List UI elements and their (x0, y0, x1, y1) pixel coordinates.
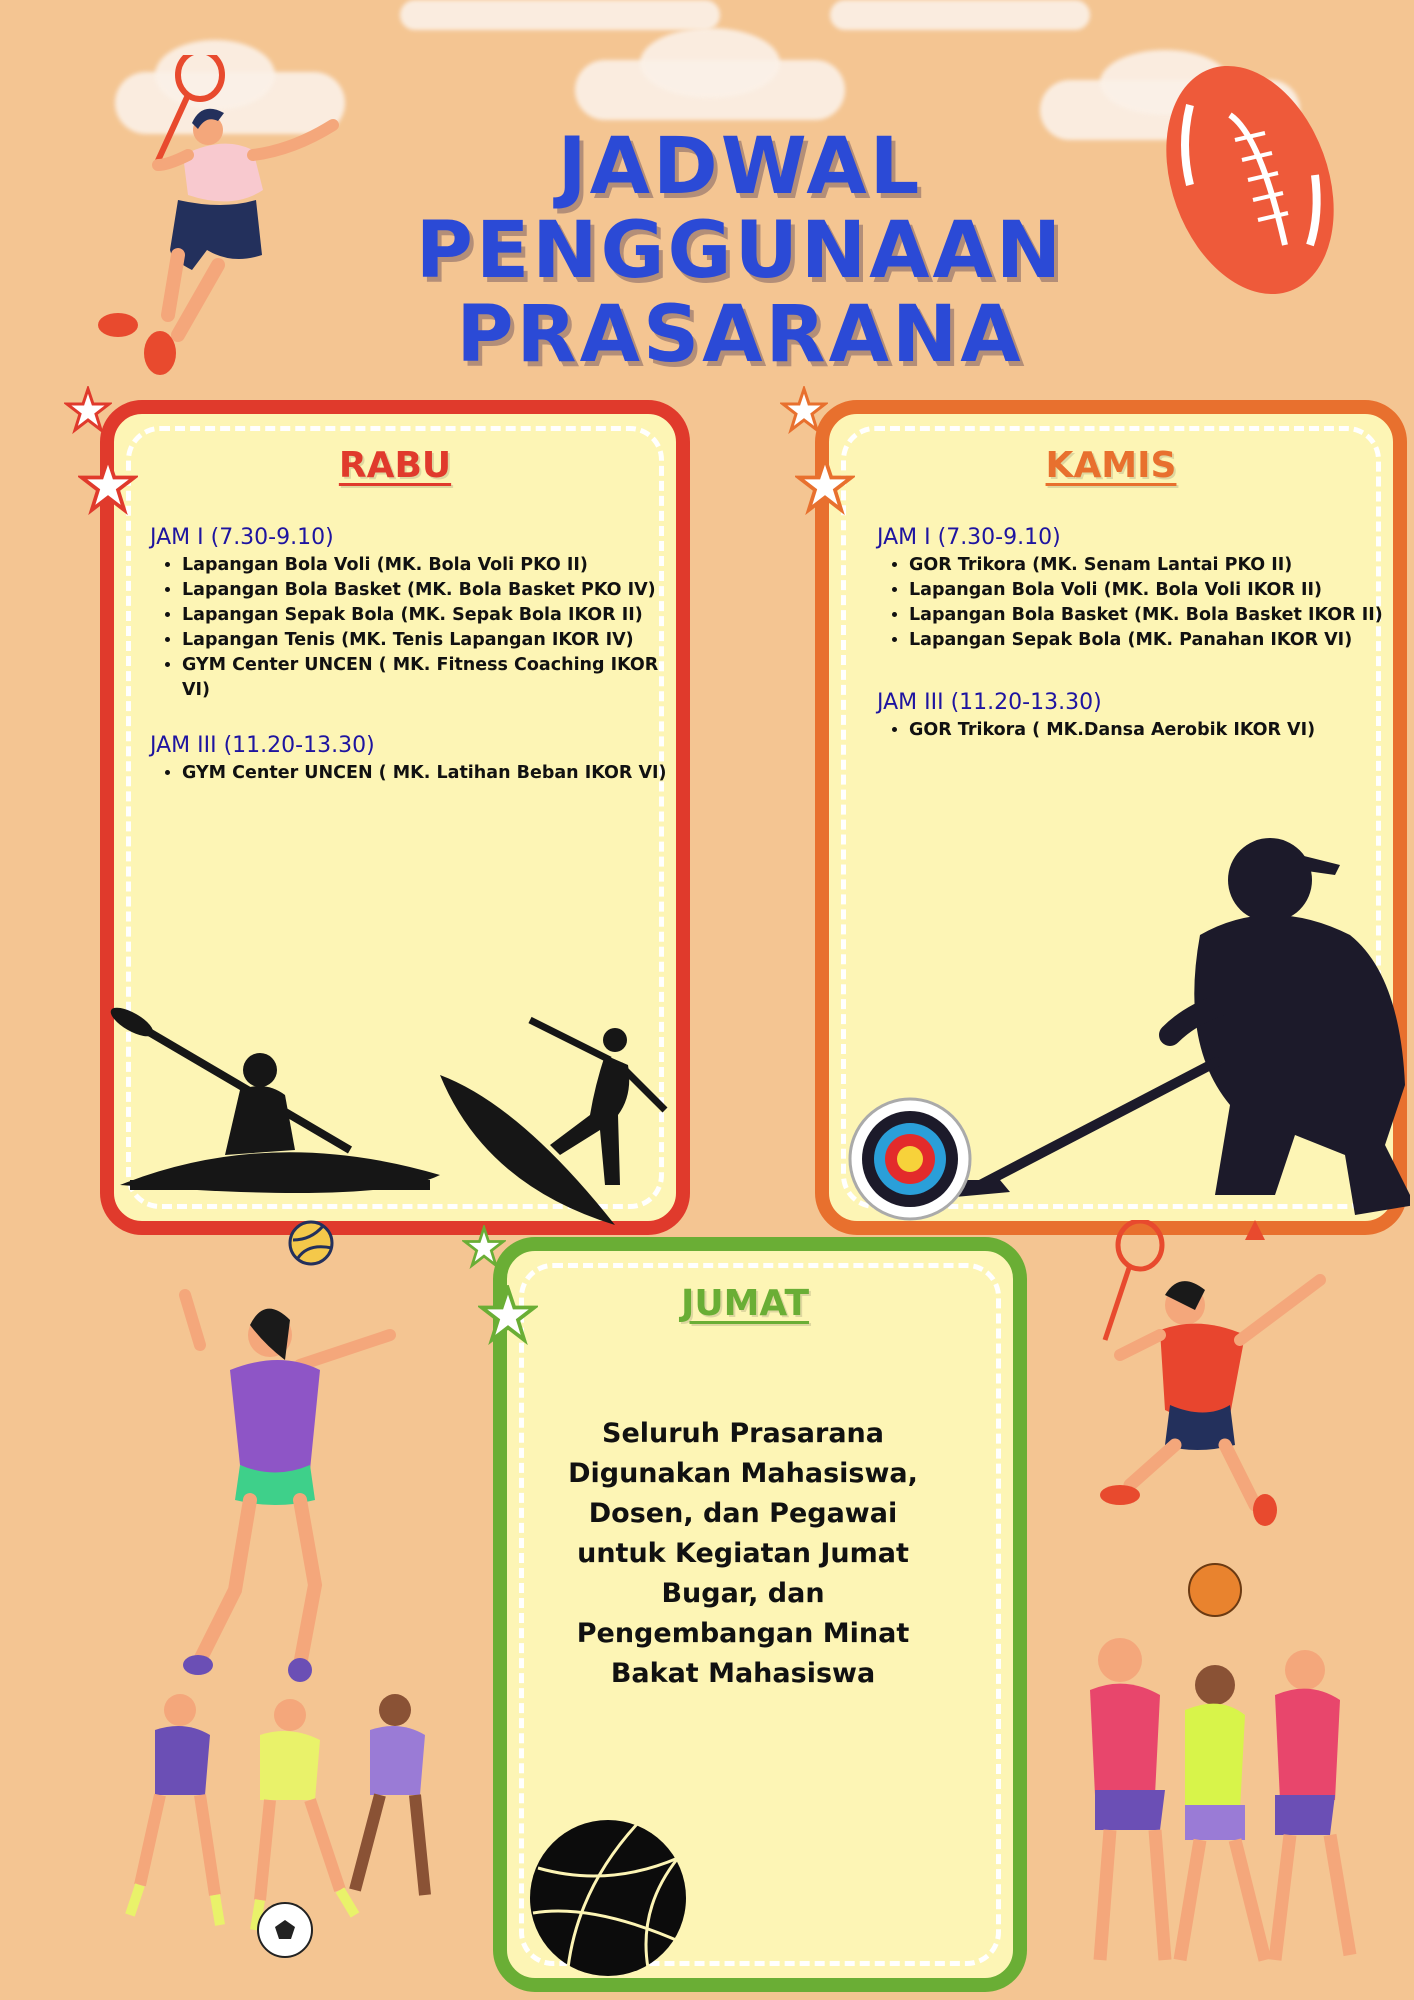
cloud-icon (400, 0, 720, 30)
star-icon (780, 386, 828, 434)
kamis-session-1-list (877, 553, 1414, 653)
list-item: • Lapangan Tenis (MK. Tenis Lapangan IKOR IV) (182, 628, 682, 653)
rabu-session-2-list (150, 761, 702, 786)
rabu-session-1-time: JAM I (7.30-9.10) (150, 525, 334, 550)
star-icon (478, 1285, 538, 1345)
cloud-icon (640, 28, 780, 98)
badminton-woman-icon (1075, 1220, 1355, 1550)
list-item: • Lapangan Sepak Bola (MK. Panahan IKOR VI) (909, 628, 1414, 653)
basketball-players-icon (1060, 1560, 1360, 1985)
rabu-session-1-list (150, 553, 682, 703)
kamis-session-1-time: JAM I (7.30-9.10) (877, 525, 1061, 550)
star-icon (462, 1225, 506, 1269)
title-line-2: PENGGUNAAN (415, 206, 1065, 296)
soccer-ball-icon (255, 1900, 315, 1960)
list-item: • Lapangan Sepak Bola (MK. Sepak Bola IKOR II) (182, 603, 682, 628)
kayak-silhouette-icon (110, 1000, 440, 1210)
star-icon (78, 455, 138, 515)
list-item: • GOR Trikora (MK. Senam Lantai PKO II) (909, 553, 1414, 578)
title-line-1: JADWAL (557, 122, 923, 212)
cloud-icon (830, 0, 1090, 30)
jumat-description: Seluruh Prasarana Digunakan Mahasiswa, Dosen, dan Pegawai untuk Kegiatan Jumat Bugar, dan Pengembangan Minat Bakat Mahasiswa (568, 1418, 918, 1689)
list-item: • Lapangan Bola Basket (MK. Bola Basket IKOR II) (909, 603, 1414, 628)
title-line-3: PRASARANA (456, 290, 1024, 380)
kamis-heading: KAMIS (1045, 445, 1177, 486)
archery-target-icon (848, 1097, 973, 1222)
jumat-heading: JUMAT (680, 1283, 810, 1324)
star-icon (64, 386, 112, 434)
list-item: • Lapangan Bola Voli (MK. Bola Voli PKO II) (182, 553, 682, 578)
volleyball-player-icon (160, 1285, 440, 1685)
rabu-heading: RABU (338, 445, 452, 486)
basketball-icon (528, 1818, 688, 1978)
star-icon (795, 455, 855, 515)
list-item: • GYM Center UNCEN ( MK. Latihan Beban IKOR VI) (182, 761, 702, 786)
surfer-silhouette-icon (435, 1015, 685, 1230)
kamis-session-2-list (877, 718, 1414, 743)
list-item: • Lapangan Bola Voli (MK. Bola Voli IKOR II) (909, 578, 1414, 603)
page-title (380, 122, 1100, 380)
list-item: • GOR Trikora ( MK.Dansa Aerobik IKOR VI) (909, 718, 1414, 743)
list-item: • Lapangan Bola Basket (MK. Bola Basket PKO IV) (182, 578, 682, 603)
rabu-session-2-time: JAM III (11.20-13.30) (150, 733, 375, 758)
volleyball-icon (288, 1220, 334, 1266)
list-item: • GYM Center UNCEN ( MK. Fitness Coaching IKOR VI) (182, 653, 682, 703)
hockey-player-silhouette-icon (940, 835, 1410, 1225)
kamis-session-2-time: JAM III (11.20-13.30) (877, 690, 1102, 715)
